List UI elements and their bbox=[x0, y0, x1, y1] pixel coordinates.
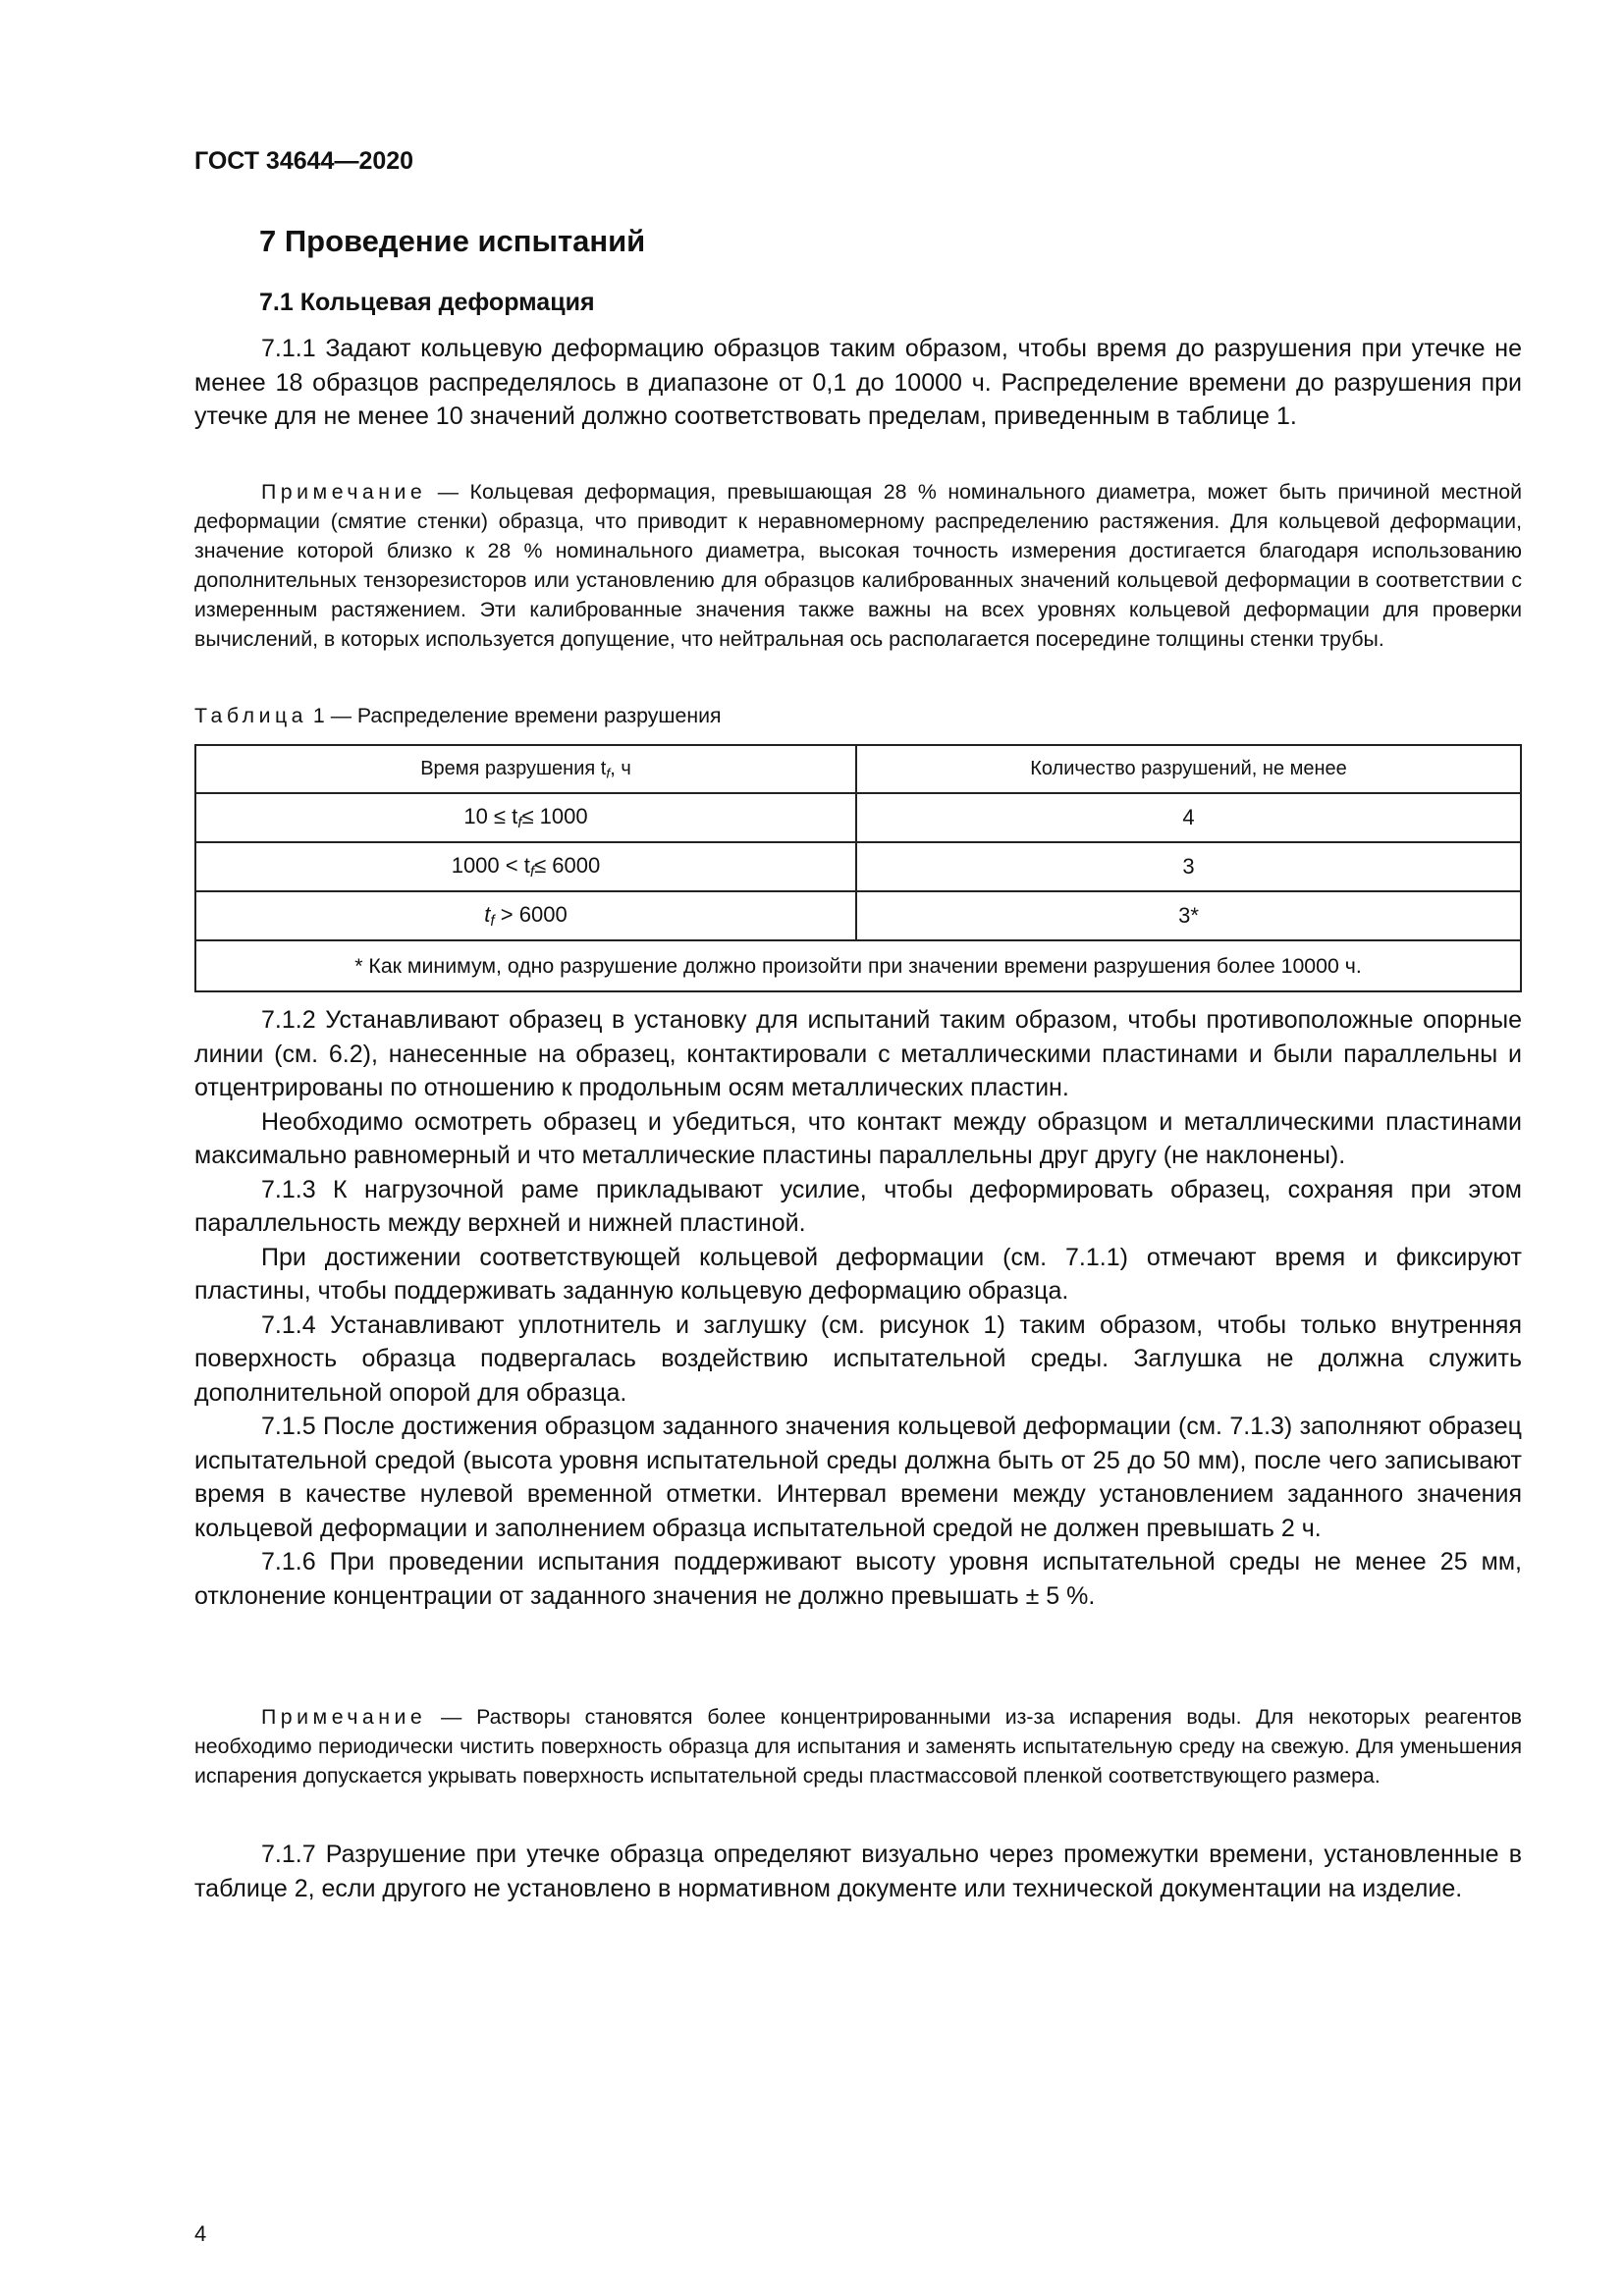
note-label: Примечание bbox=[261, 480, 427, 504]
paragraph-7-1-3-cont: При достижении соответствующей кольцевой деформации (см. 7.1.1) отмечают время и фиксируют пластины, чтобы поддерживать заданную кольцевую деформацию образца. bbox=[194, 1243, 1522, 1305]
table-caption-label: Таблица bbox=[194, 704, 308, 727]
section-title: 7 Проведение испытаний bbox=[259, 224, 646, 258]
failure-time-table bbox=[194, 744, 1522, 992]
paragraphs-7-1-2-to-7-1-6 bbox=[194, 1003, 1522, 1613]
paragraph-text: 7.1.7 Разрушение при утечке образца определяют визуально через промежутки времени, установленные в таблице 2, если другого не установлено в нормативном документе или технической документации на изделие. bbox=[194, 1841, 1522, 1902]
time-range-cell: $10 \le t_f\le 1000$ bbox=[195, 793, 856, 842]
table-row bbox=[195, 842, 1521, 891]
paragraph-7-1-1 bbox=[194, 332, 1522, 434]
table-footnote: * Как минимум, одно разрушение должно произойти при значении времени разрушения более 10000 ч. bbox=[195, 940, 1521, 991]
page-number: 4 bbox=[194, 2221, 207, 2246]
time-range-cell: $1000 < t_f\le 6000$ bbox=[195, 842, 856, 891]
paragraph-7-1-4: 7.1.4 Устанавливают уплотнитель и заглушку (см. рисунок 1) таким образом, чтобы только внутренняя поверхность образца подвергалась воздействию испытательной среды. Заглушка не должна служить дополнительной опорой для образца. bbox=[194, 1310, 1522, 1407]
table-row bbox=[195, 793, 1521, 842]
subsection-title: 7.1 Кольцевая деформация bbox=[259, 289, 595, 316]
paragraph-7-1-5: 7.1.5 После достижения образцом заданного значения кольцевой деформации (см. 7.1.3) заполняют образец испытательной средой (высота уровня испытательной среды должна быть от 25 до 50 мм), после чего записывают время в качестве нулевой временной отметки. Интервал времени между установлением заданного значения кольцевой деформации и заполнением образца испытательной средой не должен превышать 2 ч. bbox=[194, 1413, 1522, 1542]
paragraph-7-1-2-note: Необходимо осмотреть образец и убедиться, что контакт между образцом и металлическими пластинами максимально равномерный и что металлические пластины параллельны друг другу (не наклонены). bbox=[194, 1107, 1522, 1169]
table-caption-text: 1 — Распределение времени разрушения bbox=[307, 704, 722, 727]
time-range-cell: $t_f > 6000$ bbox=[195, 891, 856, 940]
note-text: — Растворы становятся более концентрированными из-за испарения воды. Для некоторых реагентов необходимо периодически чистить поверхность образца для испытания и заменять испытательную среду на свежую. Для уменьшения испарения допускается укрывать поверхность испытательной среды пластмассовой пленкой соответствующего размера. bbox=[194, 1705, 1522, 1788]
count-cell: 3 bbox=[856, 842, 1521, 891]
paragraph-7-1-3: 7.1.3 К нагрузочной раме прикладывают усилие, чтобы деформировать образец, сохраняя при этом параллельность между верхней и нижней пластиной. bbox=[194, 1175, 1522, 1237]
paragraph-7-1-2: 7.1.2 Устанавливают образец в установку для испытаний таким образом, чтобы противоположные опорные линии (см. 6.2), нанесенные на образец, контактировали с металлическими пластинами и были параллельны и отцентрированы по отношению к продольным осям металлических пластин. bbox=[194, 1006, 1522, 1101]
table-caption bbox=[194, 704, 722, 728]
table-footnote-row bbox=[195, 940, 1521, 991]
note-2 bbox=[194, 1702, 1522, 1790]
paragraph-7-1-6: 7.1.6 При проведении испытания поддерживают высоту уровня испытательной среды не менее 25 мм, отклонение концентрации от заданного значения не должно превышать ± 5 %. bbox=[194, 1548, 1522, 1610]
document-code: ГОСТ 34644—2020 bbox=[194, 147, 414, 175]
note-label: Примечание bbox=[261, 1705, 427, 1729]
note-text: — Кольцевая деформация, превышающая 28 % номинального диаметра, может быть причиной местной деформации (смятие стенки) образца, что приводит к неравномерному распределению растяжения. Для кольцевой деформации, значение которой близко к 28 % номинального диаметра, высокая точность измерения достигается благодаря использованию дополнительных тензорезисторов или установлению для образцов калиброванных значений кольцевой деформации в соответствии с измеренным растяжением. Эти калиброванные значения также важны на всех уровнях кольцевой деформации для проверки вычислений, в которых используется допущение, что нейтральная ось располагается посередине толщины стенки трубы. bbox=[194, 480, 1522, 651]
count-cell: 3* bbox=[856, 891, 1521, 940]
paragraph-7-1-7 bbox=[194, 1838, 1522, 1905]
column-header-time: Время разрушения $t_f$, ч bbox=[195, 745, 856, 793]
table-header-row bbox=[195, 745, 1521, 793]
paragraph-text: 7.1.1 Задают кольцевую деформацию образцов таким образом, чтобы время до разрушения при утечке не менее 18 образцов распределялось в диапазоне от 0,1 до 10000 ч. Распределение времени до разрушения при утечке для не менее 10 значений должно соответствовать пределам, приведенным в таблице 1. bbox=[194, 335, 1522, 430]
column-header-count: Количество разрушений, не менее bbox=[856, 745, 1521, 793]
count-cell: 4 bbox=[856, 793, 1521, 842]
table-row bbox=[195, 891, 1521, 940]
note-1 bbox=[194, 477, 1522, 654]
